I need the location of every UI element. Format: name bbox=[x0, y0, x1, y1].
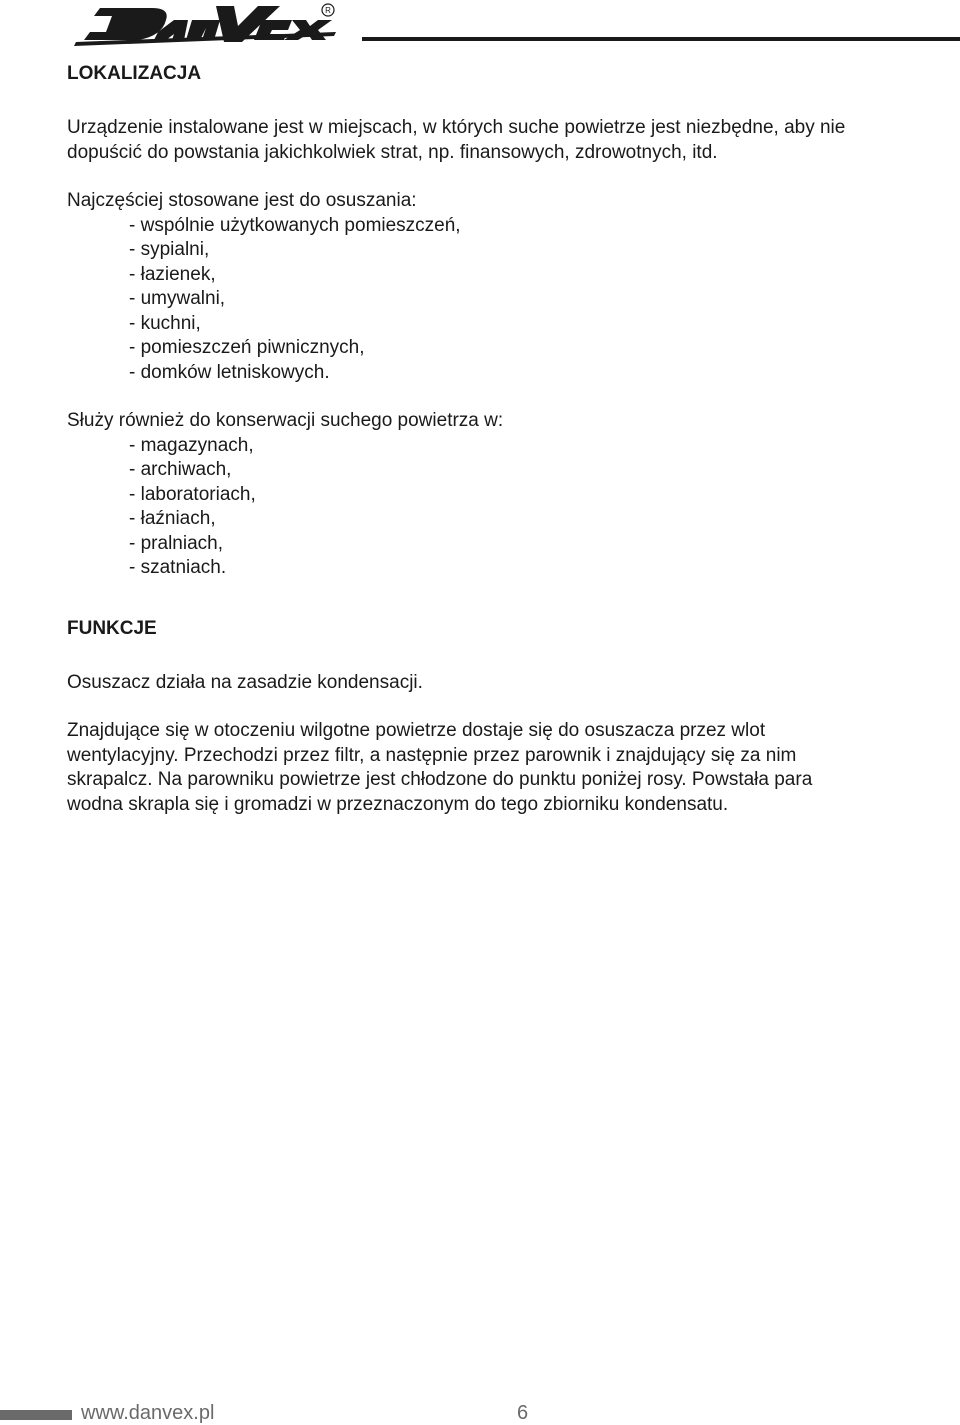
description-line: wodna skrapla się i gromadzi w przeznaczonym do tego zbiorniku kondensatu. bbox=[67, 793, 729, 815]
list-item: - archiwach, bbox=[129, 459, 232, 480]
description-line: skrapalcz. Na parowniku powietrze jest chłodzone do punktu poniżej rosy. Powstała para bbox=[67, 769, 813, 790]
page-footer bbox=[0, 1398, 960, 1425]
preservation-lead: Służy również do konserwacji suchego powietrza w: bbox=[67, 410, 504, 431]
list-item: - kuchni, bbox=[129, 312, 201, 334]
funkcje-description bbox=[67, 719, 937, 817]
lokalizacja-intro bbox=[67, 116, 937, 165]
page-number: 6 bbox=[517, 1402, 529, 1424]
list-item: - pralniach, bbox=[129, 532, 223, 554]
list-item: - laboratoriach, bbox=[129, 483, 256, 505]
section-title-lokalizacja: LOKALIZACJA bbox=[67, 63, 202, 84]
page-header bbox=[0, 0, 960, 50]
list-item: - łazienek, bbox=[129, 263, 216, 285]
preservation-list bbox=[67, 434, 937, 581]
description-line: wentylacyjny. Przechodzi przez filtr, a następnie przez parownik i znajdujący się za nim bbox=[67, 744, 797, 766]
drying-lead: Najczęściej stosowane jest do osuszania: bbox=[67, 190, 417, 211]
list-item: - sypialni, bbox=[129, 239, 210, 260]
funkcje-principle: Osuszacz działa na zasadzie kondensacji. bbox=[67, 671, 423, 693]
description-line: Znajdujące się w otoczeniu wilgotne powietrze dostaje się do osuszacza przez wlot bbox=[67, 720, 766, 741]
main-content bbox=[67, 62, 937, 817]
list-item: - łaźniach, bbox=[129, 508, 216, 529]
list-item: - magazynach, bbox=[129, 434, 254, 456]
intro-line: Urządzenie instalowane jest w miejscach, w których suche powietrze jest niezbędne, aby nie bbox=[67, 117, 846, 138]
header-rule bbox=[362, 37, 960, 41]
registered-mark: R bbox=[325, 6, 331, 15]
danvex-logo bbox=[66, 2, 346, 46]
list-item: - domków letniskowych. bbox=[129, 361, 330, 383]
intro-line: dopuścić do powstania jakichkolwiek strat, np. finansowych, zdrowotnych, itd. bbox=[67, 141, 718, 163]
list-item: - wspólnie użytkowanych pomieszczeń, bbox=[129, 214, 461, 236]
footer-website-link[interactable]: www.danvex.pl bbox=[81, 1402, 215, 1424]
list-item: - umywalni, bbox=[129, 288, 226, 309]
drying-list bbox=[67, 214, 937, 386]
footer-bar bbox=[0, 1410, 72, 1420]
section-title-funkcje: FUNKCJE bbox=[67, 617, 157, 639]
list-item: - pomieszczeń piwnicznych, bbox=[129, 337, 365, 358]
list-item: - szatniach. bbox=[129, 557, 227, 578]
